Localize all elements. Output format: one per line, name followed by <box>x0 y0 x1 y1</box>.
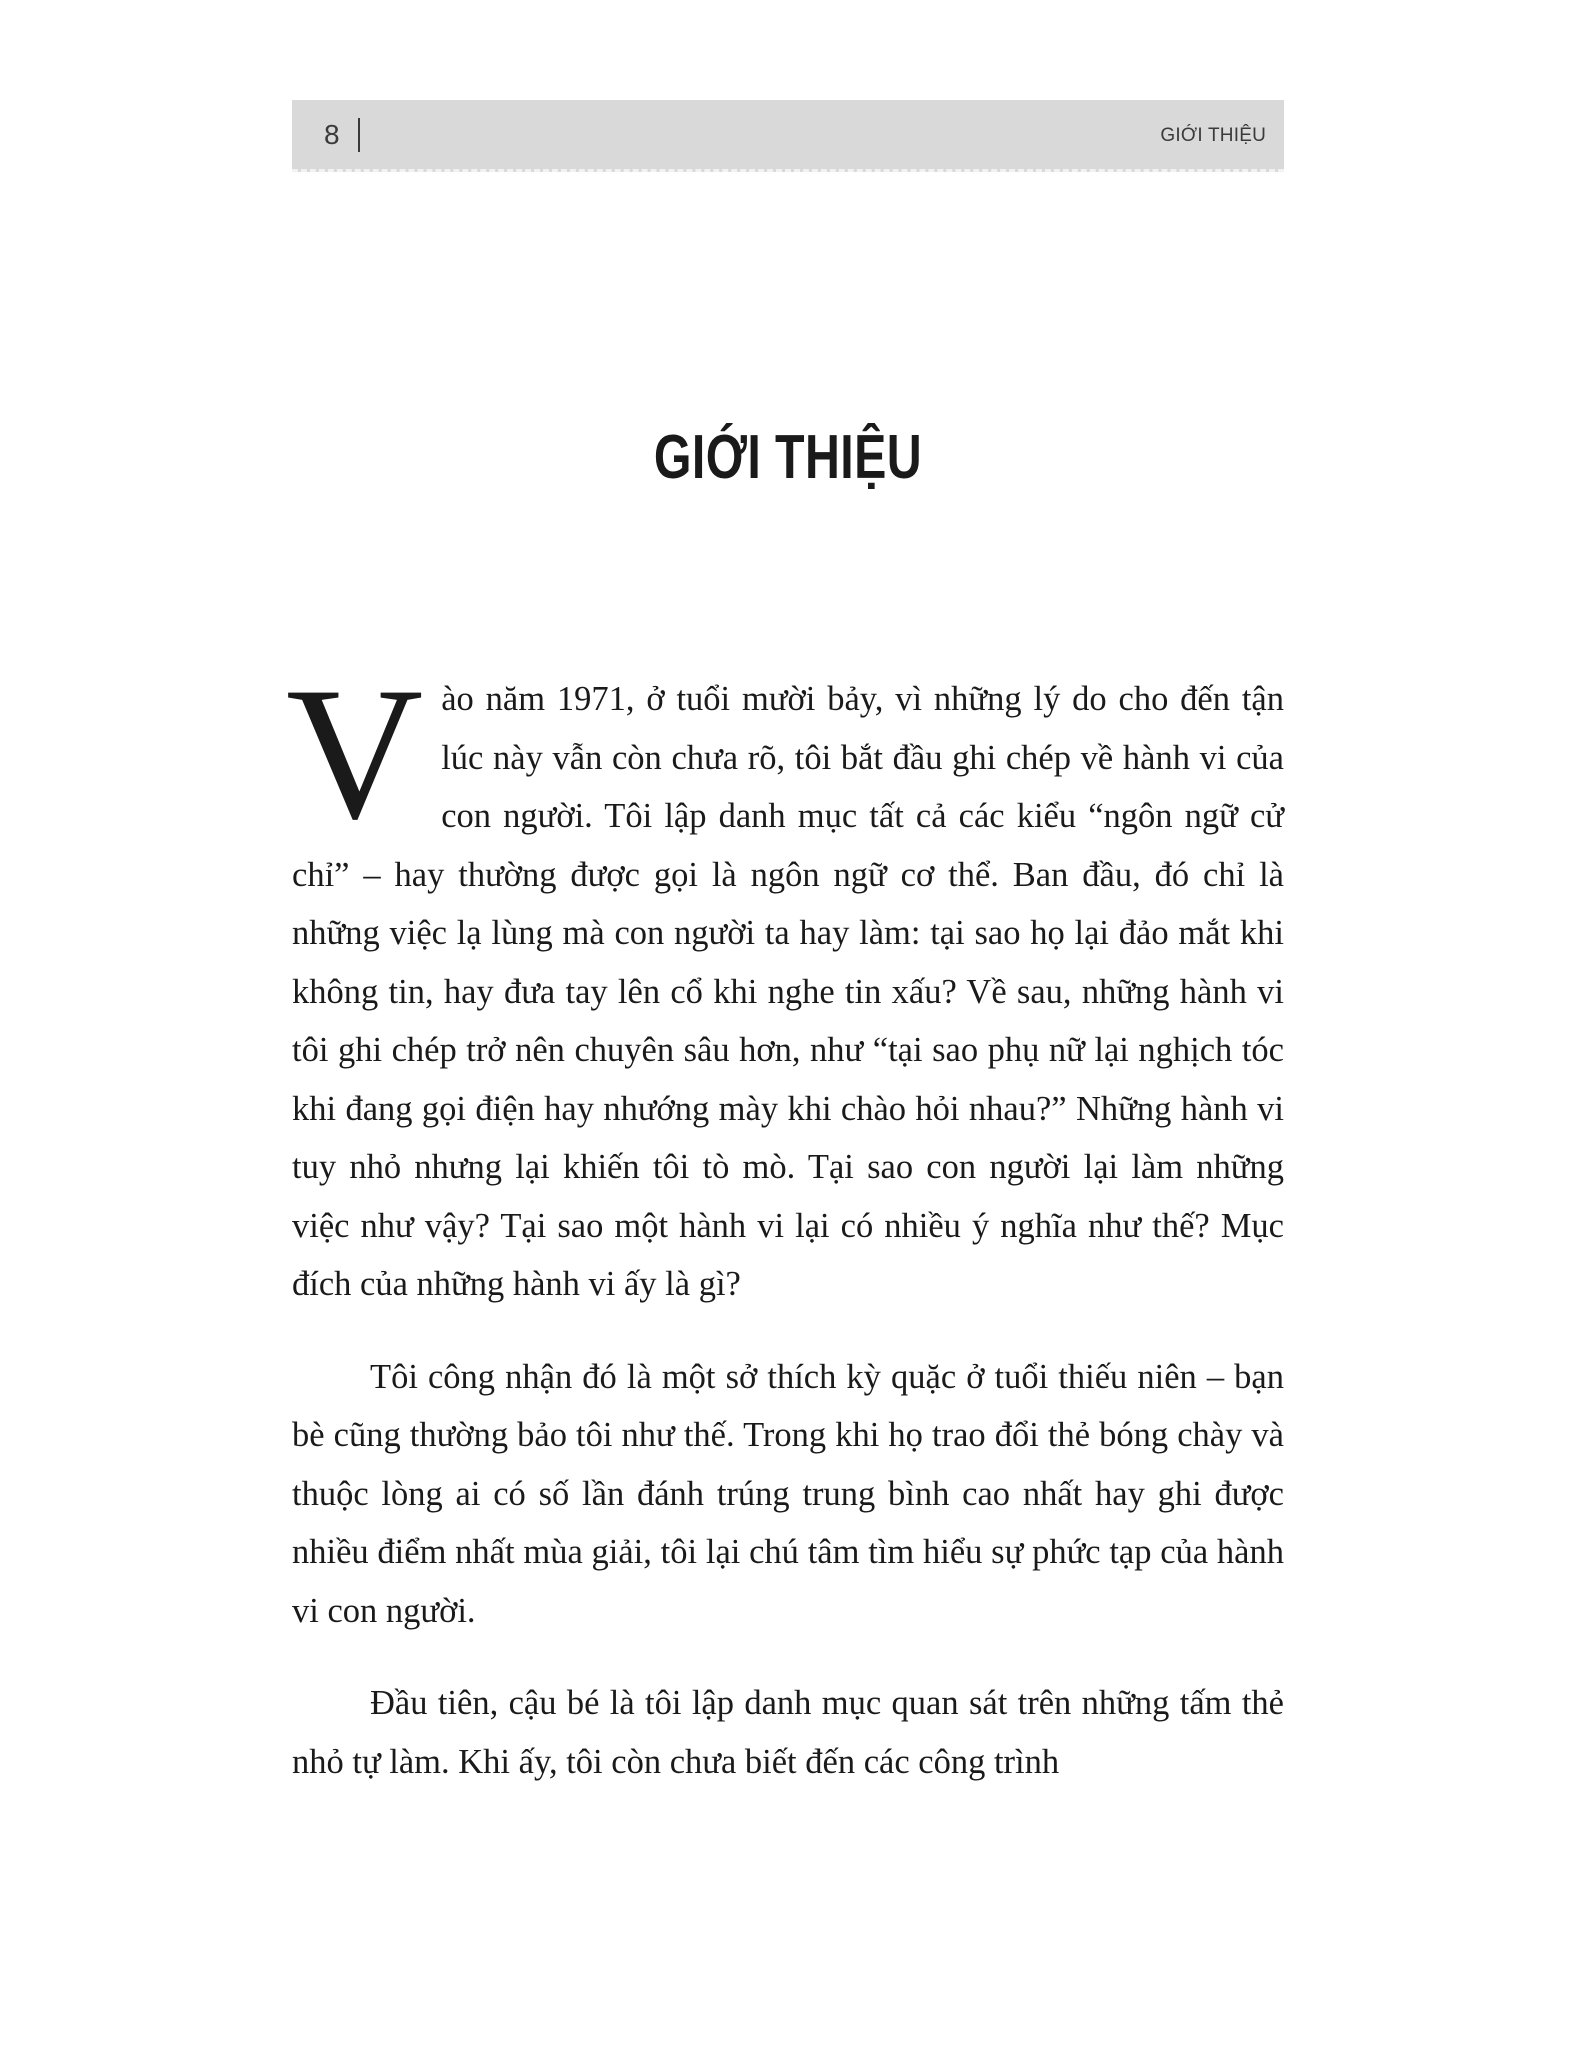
running-header <box>292 100 1284 172</box>
chapter-title: GIỚI THIỆU <box>653 423 923 492</box>
paragraph-1-text: ào năm 1971, ở tuổi mười bảy, vì những lý do cho đến tận lúc này vẫn còn chưa rõ, tôi bắt đầu ghi chép về hành vi của con người. Tôi lập danh mục tất cả các kiểu “ngôn ngữ cử chỉ” – hay thường được gọi là ngôn ngữ cơ thể. Ban đầu, đó chỉ là những việc lạ lùng mà con người ta hay làm: tại sao họ lại đảo mắt khi không tin, hay đưa tay lên cổ khi nghe tin xấu? Về sau, những hành vi tôi ghi chép trở nên chuyên sâu hơn, như “tại sao phụ nữ lại nghịch tóc khi đang gọi điện hay nhướng mày khi chào hỏi nhau?” Những hành vi tuy nhỏ nhưng lại khiến tôi tò mò. Tại sao con người lại làm những việc như vậy? Tại sao một hành vi lại có nhiều ý nghĩa như thế? Mục đích của những hành vi ấy là gì? <box>292 680 1284 1303</box>
paragraph-3: Đầu tiên, cậu bé là tôi lập danh mục quan sát trên những tấm thẻ nhỏ tự làm. Khi ấy, tôi còn chưa biết đến các công trình <box>292 1684 1284 1781</box>
drop-cap: V <box>286 649 424 859</box>
running-head-title: GIỚI THIỆU <box>1160 125 1266 146</box>
body-text <box>286 649 1284 1825</box>
page-number: 8 <box>324 119 340 150</box>
paragraph-1 <box>286 649 1284 1314</box>
paragraph-2: Tôi công nhận đó là một sở thích kỳ quặc ở tuổi thiếu niên – bạn bè cũng thường bảo tôi như thế. Trong khi họ trao đổi thẻ bóng chày và thuộc lòng ai có số lần đánh trúng trung bình cao nhất hay ghi được nhiều điểm nhất mùa giải, tôi lại chú tâm tìm hiểu sự phức tạp của hành vi con người. <box>292 1357 1284 1630</box>
header-divider <box>358 118 360 152</box>
